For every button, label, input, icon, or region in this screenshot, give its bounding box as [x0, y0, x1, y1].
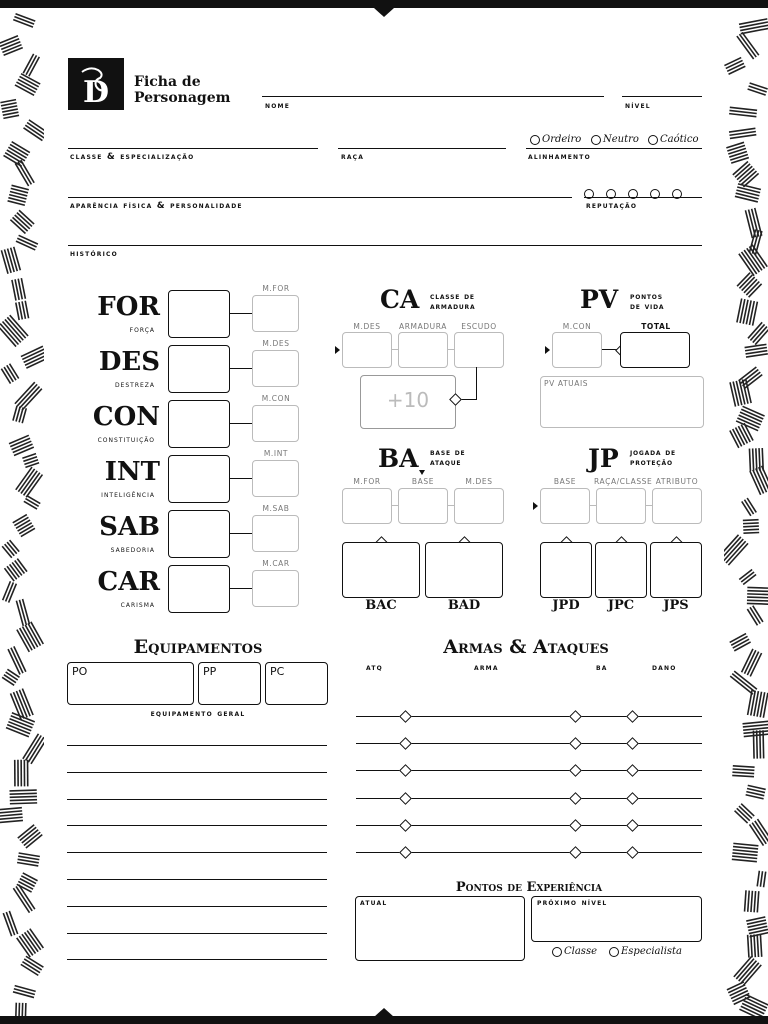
equipamentos-title: Equipamentos — [133, 636, 263, 658]
ba-base-box[interactable] — [398, 488, 448, 524]
logo — [68, 58, 124, 110]
reputacao-label: reputação — [586, 201, 638, 211]
pv-atuais-label: PV ATUAIS — [544, 379, 589, 388]
top-notch-icon — [374, 8, 394, 18]
title-line-2: Personagem — [134, 90, 231, 106]
weapon-dano-diamond-icon — [626, 737, 639, 750]
jp-raca-box[interactable] — [596, 488, 646, 524]
ba-subtitle: base de ataque — [430, 448, 466, 468]
pv-mcon-label: M.CON — [562, 322, 592, 331]
ba-mdes-label: M.DES — [465, 477, 493, 486]
xp-especialista-radio[interactable] — [609, 947, 619, 957]
equip-line[interactable] — [67, 745, 327, 746]
jp-title: JP — [588, 444, 619, 473]
pv-subtitle: pontos de vida — [630, 292, 665, 312]
reputacao-dots[interactable] — [584, 183, 702, 202]
attr-3-value-box[interactable] — [168, 455, 230, 503]
jp-base-box[interactable] — [540, 488, 590, 524]
weapon-atq-diamond-icon — [399, 846, 412, 859]
pc-label: PC — [270, 665, 285, 678]
jpc-box[interactable] — [595, 542, 647, 598]
bad-label: BAD — [447, 598, 481, 613]
ba-mdes-box[interactable] — [454, 488, 504, 524]
attr-5-mod-box[interactable] — [252, 570, 299, 607]
title-line-1: Ficha de — [134, 74, 201, 90]
attr-2-link — [230, 423, 252, 424]
xp-classe-option[interactable]: Classe — [552, 946, 597, 957]
jp-atributo-label: ATRIBUTO — [655, 477, 699, 486]
ca-escudo-box[interactable] — [454, 332, 504, 368]
weapon-dano-diamond-icon — [626, 819, 639, 832]
jp-link-1 — [589, 505, 596, 506]
ba-mfor-box[interactable] — [342, 488, 392, 524]
attr-5-mod-label: M.CAR — [262, 559, 290, 568]
ca-subtitle: classe de armadura — [430, 292, 476, 312]
ca-base-value: +10 — [386, 388, 430, 412]
jpd-box[interactable] — [540, 542, 592, 598]
attr-2-mod-box[interactable] — [252, 405, 299, 442]
equip-line[interactable] — [67, 825, 327, 826]
jp-arrow-icon — [533, 502, 538, 510]
pv-arrow-icon — [545, 346, 550, 354]
attr-5-value-box[interactable] — [168, 565, 230, 613]
align-ordeiro[interactable]: Ordeiro — [530, 134, 581, 145]
ca-mdes-label: M.DES — [353, 322, 381, 331]
jp-base-label: BASE — [553, 477, 577, 486]
attr-0-value-box[interactable] — [168, 290, 230, 338]
attr-5-name: carisma — [120, 600, 155, 610]
atq-col-header: atq — [366, 663, 383, 673]
attr-0-link — [230, 313, 252, 314]
left-hatch-pattern — [0, 8, 44, 1016]
weapon-ba-diamond-icon — [569, 819, 582, 832]
ca-armadura-box[interactable] — [398, 332, 448, 368]
aparencia-label: aparência física & personalidade — [70, 201, 243, 211]
bac-label: BAC — [365, 598, 397, 613]
jpd-label: JPD — [552, 598, 580, 613]
ca-title: CA — [380, 285, 420, 314]
weapon-atq-diamond-icon — [399, 765, 412, 778]
top-border — [0, 0, 768, 8]
right-hatch-pattern — [724, 8, 768, 1016]
ca-arrow-icon — [335, 346, 340, 354]
armas-title: Armas & Ataques — [443, 636, 609, 658]
attr-1-value-box[interactable] — [168, 345, 230, 393]
align-neutro[interactable]: Neutro — [591, 134, 639, 145]
attr-1-mod-box[interactable] — [252, 350, 299, 387]
weapon-dano-diamond-icon — [626, 792, 639, 805]
attr-2-mod-label: M.CON — [261, 394, 291, 403]
bottom-notch-icon — [374, 1007, 394, 1017]
pv-mcon-box[interactable] — [552, 332, 602, 368]
classe-label: classe & especialização — [70, 152, 195, 162]
attr-2-abbr: CON — [92, 402, 160, 432]
dano-col-header: dano — [652, 663, 677, 673]
attr-1-name: destreza — [114, 380, 155, 390]
ba-title: BA — [378, 444, 419, 473]
equip-line[interactable] — [67, 906, 327, 907]
dragon-logo-icon — [68, 58, 124, 110]
equip-line[interactable] — [67, 799, 327, 800]
attr-4-value-box[interactable] — [168, 510, 230, 558]
svg-text:D: D — [82, 75, 110, 110]
attr-3-name: inteligência — [101, 490, 155, 500]
xp-especialista-option[interactable]: Especialista — [609, 946, 682, 957]
aparencia-field[interactable] — [68, 197, 572, 198]
bottom-border — [0, 1016, 768, 1024]
po-label: PO — [72, 665, 88, 678]
jp-subtitle: jogada de proteção — [630, 448, 676, 468]
caotico-radio[interactable] — [648, 135, 658, 145]
xp-classe-radio[interactable] — [552, 947, 562, 957]
ca-link-2 — [447, 349, 454, 350]
ca-mdes-box[interactable] — [342, 332, 392, 368]
attr-3-mod-label: M.INT — [263, 449, 289, 458]
attr-1-link — [230, 368, 252, 369]
weapon-atq-diamond-icon — [399, 710, 412, 723]
raca-field[interactable] — [338, 148, 506, 149]
bac-box[interactable] — [342, 542, 420, 598]
attr-3-link — [230, 478, 252, 479]
pv-title: PV — [580, 285, 619, 314]
jps-box[interactable] — [650, 542, 702, 598]
nivel-label: nível — [625, 101, 651, 111]
xp-proximo-label: próximo nível — [537, 898, 608, 908]
ca-escudo-label: ESCUDO — [461, 322, 497, 331]
arma-col-header: arma — [474, 663, 499, 673]
weapon-ba-diamond-icon — [569, 710, 582, 723]
align-caotico[interactable]: Caótico — [648, 134, 698, 145]
ca-connector-v — [476, 367, 477, 400]
equip-line[interactable] — [67, 852, 327, 853]
attr-4-name: sabedoria — [110, 545, 155, 555]
weapon-atq-diamond-icon — [399, 792, 412, 805]
attr-4-abbr: SAB — [99, 512, 160, 542]
xp-title: Pontos de Experiência — [455, 880, 603, 895]
equip-line[interactable] — [67, 959, 327, 960]
raca-label: raça — [341, 152, 365, 162]
weapon-atq-diamond-icon — [399, 737, 412, 750]
equipamento-geral-label: equipamento geral — [150, 709, 246, 719]
weapon-ba-diamond-icon — [569, 765, 582, 778]
attr-5-link — [230, 588, 252, 589]
attr-4-mod-box[interactable] — [252, 515, 299, 552]
equip-line[interactable] — [67, 879, 327, 880]
ba-link-2 — [447, 505, 454, 506]
reputacao-field[interactable] — [584, 197, 702, 198]
jpc-label: JPC — [607, 598, 635, 613]
pv-total-box[interactable] — [620, 332, 690, 368]
weapon-atq-diamond-icon — [399, 819, 412, 832]
ca-armadura-label: ARMADURA — [398, 322, 448, 331]
ca-link-1 — [391, 349, 398, 350]
nome-label: nome — [265, 101, 290, 111]
jp-link-2 — [645, 505, 652, 506]
nome-field[interactable] — [262, 96, 604, 97]
weapon-dano-diamond-icon — [626, 765, 639, 778]
ba-down-arrow-icon — [419, 470, 425, 475]
equip-line[interactable] — [67, 933, 327, 934]
historico-label: histórico — [70, 249, 118, 259]
jps-label: JPS — [663, 598, 689, 613]
attr-0-mod-label: M.FOR — [262, 284, 290, 293]
alinhamento-label: alinhamento — [528, 152, 591, 162]
ba-base-label: BASE — [411, 477, 435, 486]
pv-total-label: TOTAL — [641, 322, 671, 331]
attr-1-abbr: DES — [98, 347, 160, 377]
jp-atributo-box[interactable] — [652, 488, 702, 524]
attr-5-abbr: CAR — [97, 567, 160, 597]
xp-atual-label: atual — [360, 898, 388, 908]
jp-raca-label: RAÇA/CLASSE — [594, 477, 653, 486]
neutro-radio[interactable] — [591, 135, 601, 145]
attr-3-mod-box[interactable] — [252, 460, 299, 497]
weapon-dano-diamond-icon — [626, 710, 639, 723]
historico-field[interactable] — [68, 245, 702, 246]
nivel-field[interactable] — [622, 96, 702, 97]
attr-0-name: força — [129, 325, 155, 335]
ba-mfor-label: M.FOR — [353, 477, 381, 486]
bad-box[interactable] — [425, 542, 503, 598]
classe-field[interactable] — [68, 148, 318, 149]
attr-0-mod-box[interactable] — [252, 295, 299, 332]
attr-0-abbr: FOR — [97, 292, 160, 322]
sheet-title — [134, 74, 230, 106]
weapon-ba-diamond-icon — [569, 846, 582, 859]
ba-link-1 — [391, 505, 398, 506]
ordeiro-radio[interactable] — [530, 135, 540, 145]
equip-line[interactable] — [67, 772, 327, 773]
attr-2-value-box[interactable] — [168, 400, 230, 448]
attr-4-link — [230, 533, 252, 534]
weapon-ba-diamond-icon — [569, 792, 582, 805]
attr-2-name: constituição — [97, 435, 155, 445]
attr-3-abbr: INT — [104, 457, 160, 487]
alinhamento-field[interactable] — [526, 148, 702, 149]
pp-label: PP — [203, 665, 217, 678]
ba-col-header: ba — [596, 663, 608, 673]
weapon-ba-diamond-icon — [569, 737, 582, 750]
attr-4-mod-label: M.SAB — [262, 504, 290, 513]
weapon-dano-diamond-icon — [626, 846, 639, 859]
attr-1-mod-label: M.DES — [262, 339, 290, 348]
